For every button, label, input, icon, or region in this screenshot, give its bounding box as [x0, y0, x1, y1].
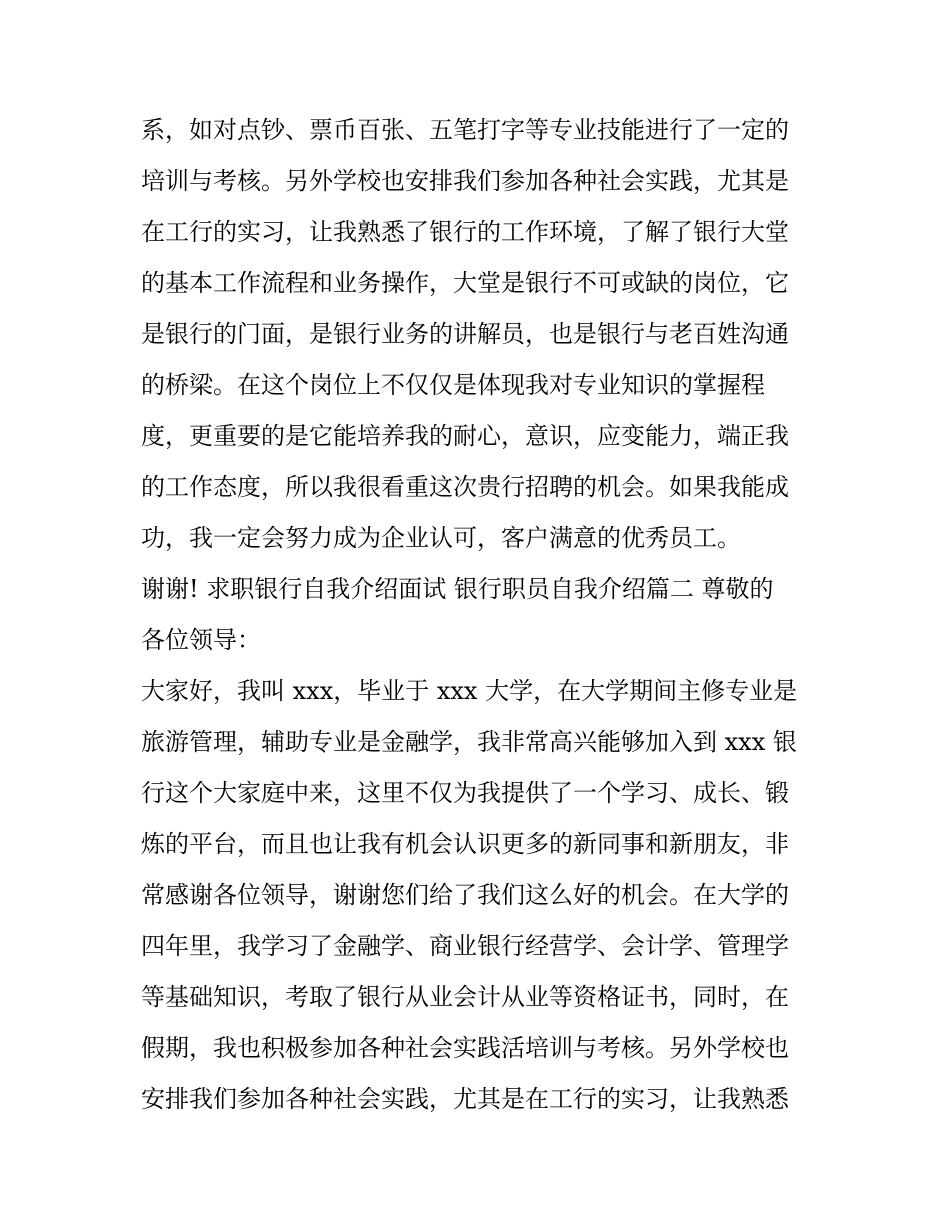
- document-body: [141, 110, 831, 1130]
- text-line-10: 谢谢! 求职银行自我介绍面试 银行职员自我介绍篇二 尊敬的: [141, 575, 774, 603]
- text-line-7: 度，更重要的是它能培养我的耐心，意识，应变能力，端正我: [141, 422, 789, 450]
- text-line-11: 各位领导：: [141, 626, 261, 654]
- text-line-4: 的基本工作流程和业务操作，大堂是银行不可或缺的岗位，它: [141, 269, 789, 297]
- text-line-20: 安排我们参加各种社会实践，尤其是在工行的实习，让我熟悉: [141, 1085, 789, 1113]
- text-line-17: 四年里，我学习了金融学、商业银行经营学、会计学、管理学: [141, 932, 789, 960]
- text-line-1: 系，如对点钞、票币百张、五笔打字等专业技能进行了一定的: [141, 116, 789, 144]
- text-line-13: 旅游管理，辅助专业是金融学，我非常高兴能够加入到 xxx 银: [141, 728, 797, 756]
- text-line-18: 等基础知识，考取了银行从业会计从业等资格证书，同时，在: [141, 983, 789, 1011]
- text-line-9: 功，我一定会努力成为企业认可，客户满意的优秀员工。: [141, 524, 741, 552]
- text-line-14: 行这个大家庭中来，这里不仅为我提供了一个学习、成长、锻: [141, 779, 789, 807]
- text-line-16: 常感谢各位领导，谢谢您们给了我们这么好的机会。在大学的: [141, 881, 789, 909]
- text-line-15: 炼的平台，而且也让我有机会认识更多的新同事和新朋友，非: [141, 830, 789, 858]
- text-line-6: 的桥梁。在这个岗位上不仅仅是体现我对专业知识的掌握程: [141, 371, 765, 399]
- text-line-3: 在工行的实习，让我熟悉了银行的工作环境，了解了银行大堂: [141, 218, 789, 246]
- text-line-2: 培训与考核。另外学校也安排我们参加各种社会实践，尤其是: [141, 167, 789, 195]
- text-line-12: 大家好，我叫 xxx，毕业于 xxx 大学，在大学期间主修专业是: [141, 677, 798, 705]
- text-line-8: 的工作态度，所以我很看重这次贵行招聘的机会。如果我能成: [141, 473, 789, 501]
- text-line-19: 假期，我也积极参加各种社会实践活培训与考核。另外学校也: [141, 1034, 789, 1062]
- text-line-5: 是银行的门面，是银行业务的讲解员，也是银行与老百姓沟通: [141, 320, 789, 348]
